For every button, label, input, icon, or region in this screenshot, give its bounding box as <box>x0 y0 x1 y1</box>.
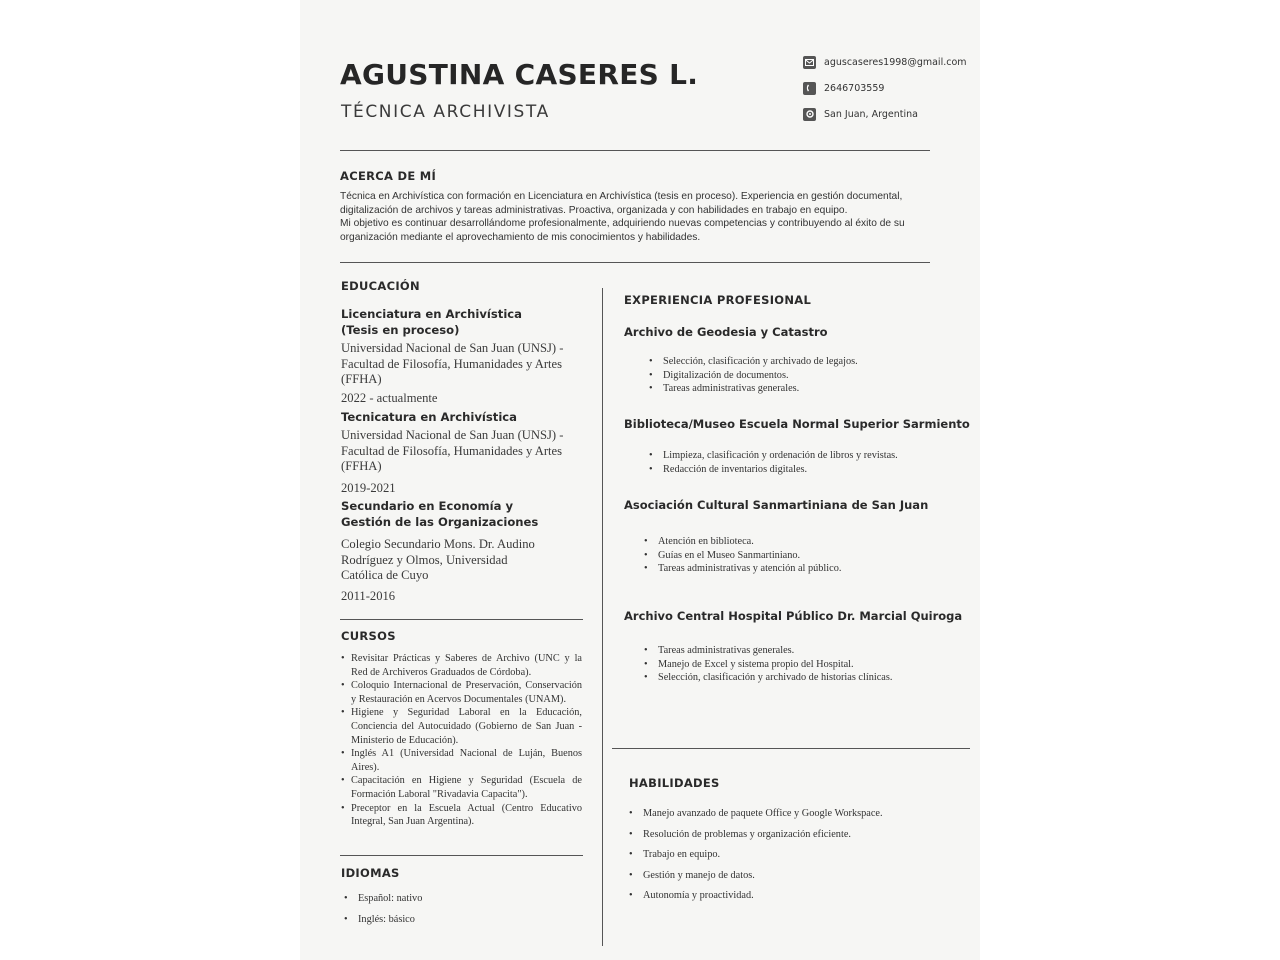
job-task: • Guías en el Museo Sanmartiniano. <box>644 549 841 563</box>
candidate-role: TÉCNICA ARCHIVISTA <box>341 102 550 122</box>
job-task: • Tareas administrativas y atención al público. <box>644 562 841 576</box>
about-line: Técnica en Archivística con formación en Licenciatura en Archivística (tesis en proceso). Experiencia en gestión documental, <box>340 191 903 202</box>
candidate-name: AGUSTINA CASERES L. <box>340 58 699 91</box>
header-divider <box>340 150 930 151</box>
course-item: • Inglés A1 (Universidad Nacional de Luján, Buenos Aires). <box>341 747 582 774</box>
courses-title: CURSOS <box>341 629 396 643</box>
job-title: Archivo Central Hospital Público Dr. Marcial Quiroga <box>624 609 963 623</box>
skill-item: • Gestión y manejo de datos. <box>629 866 883 887</box>
job-title: Archivo de Geodesia y Catastro <box>624 325 828 339</box>
mail-icon <box>803 56 816 69</box>
contact-phone[interactable] <box>803 81 884 95</box>
education-institution: Universidad Nacional de San Juan (UNSJ) - Facultad de Filosofía, Humanidades y Artes (FFHA) <box>341 428 564 473</box>
contact-email[interactable] <box>803 55 967 69</box>
skill-item: • Resolución de problemas y organización eficiente. <box>629 825 883 846</box>
about-title: ACERCA DE MÍ <box>340 169 437 183</box>
education-degree: Licenciatura en Archivística (Tesis en proceso) <box>341 307 522 337</box>
experience-divider <box>612 748 970 749</box>
contact-email-text: aguscaseres1998@gmail.com <box>824 56 967 68</box>
education-institution: Colegio Secundario Mons. Dr. Audino Rodríguez y Olmos, Universidad Católica de Cuyo <box>341 537 535 582</box>
job-task: • Redacción de inventarios digitales. <box>649 463 898 477</box>
job-task: • Selección, clasificación y archivado de legajos. <box>649 355 858 369</box>
about-line: Mi objetivo es continuar desarrollándome profesionalmente, adquiriendo nuevas competencias y contribuyendo al éxito de su <box>340 218 905 230</box>
about-line: digitalización de archivos y tareas administrativas. Proactiva, organizada y con habilidades en trabajo en equipo. <box>340 204 848 216</box>
job-tasks <box>644 644 892 685</box>
education-years: 2019-2021 <box>341 480 396 495</box>
education-institution: Universidad Nacional de San Juan (UNSJ) - Facultad de Filosofía, Humanidades y Artes (FFHA) <box>341 341 564 386</box>
job-task: • Manejo de Excel y sistema propio del Hospital. <box>644 658 892 672</box>
job-task: • Tareas administrativas generales. <box>649 382 858 396</box>
language-item: • Inglés: básico <box>344 909 422 930</box>
education-years: 2011-2016 <box>341 588 396 603</box>
education-title: EDUCACIÓN <box>341 279 420 293</box>
job-task: • Digitalización de documentos. <box>649 369 858 383</box>
languages-title: IDIOMAS <box>341 866 400 880</box>
experience-title: EXPERIENCIA PROFESIONAL <box>624 293 812 307</box>
courses-divider <box>340 855 583 856</box>
location-pin-icon <box>803 108 816 121</box>
education-item <box>341 498 566 604</box>
job-title: Biblioteca/Museo Escuela Normal Superior Sarmiento <box>624 417 970 431</box>
course-item: • Revisitar Prácticas y Saberes de Archivo (UNC y la Red de Archiveros Graduados de Córdoba). <box>341 652 582 679</box>
job-task: • Limpieza, clasificación y ordenación de libros y revistas. <box>649 449 898 463</box>
column-divider <box>602 288 603 946</box>
skills-list <box>629 804 883 907</box>
job-title: Asociación Cultural Sanmartiniana de San Juan <box>624 498 929 512</box>
education-years: 2022 - actualmente <box>341 390 438 405</box>
job-tasks <box>649 355 858 396</box>
course-item: • Coloquio Internacional de Preservación, Conservación y Restauración en Acervos Documentales (UNAM). <box>341 679 582 706</box>
course-item: • Higiene y Seguridad Laboral en la Educación, Conciencia del Autocuidado (Gobierno de San Juan - Ministerio de Educación). <box>341 706 582 747</box>
job-tasks <box>649 449 898 476</box>
skills-title: HABILIDADES <box>629 776 720 790</box>
skill-item: • Autonomía y proactividad. <box>629 886 883 907</box>
course-item: • Preceptor en la Escuela Actual (Centro Educativo Integral, San Juan Argentina). <box>341 802 582 829</box>
skill-item: • Trabajo en equipo. <box>629 845 883 866</box>
contact-phone-text: 2646703559 <box>824 82 885 94</box>
education-degree: Tecnicatura en Archivística <box>341 410 517 424</box>
job-tasks <box>644 535 841 576</box>
language-item: • Español: nativo <box>344 888 422 909</box>
languages-list <box>344 888 422 930</box>
contact-location <box>803 107 918 121</box>
course-item: • Capacitación en Higiene y Seguridad (Escuela de Formación Laboral "Rivadavia Capacita"). <box>341 774 582 801</box>
education-divider <box>340 619 583 620</box>
contact-location-text: San Juan, Argentina <box>824 108 918 120</box>
phone-icon <box>803 82 816 95</box>
job-task: • Selección, clasificación y archivado de historias clínicas. <box>644 671 892 685</box>
education-degree: Secundario en Economía y Gestión de las Organizaciones <box>341 499 539 529</box>
about-divider <box>340 262 930 263</box>
courses-list <box>341 652 582 829</box>
education-item <box>341 409 566 496</box>
skill-item: • Manejo avanzado de paquete Office y Google Workspace. <box>629 804 883 825</box>
about-text <box>340 190 930 244</box>
education-item <box>341 306 566 406</box>
job-task: • Tareas administrativas generales. <box>644 644 892 658</box>
job-task: • Atención en biblioteca. <box>644 535 841 549</box>
about-line: organización mediante el aprovechamiento de mis conocimientos y habilidades. <box>340 231 701 243</box>
